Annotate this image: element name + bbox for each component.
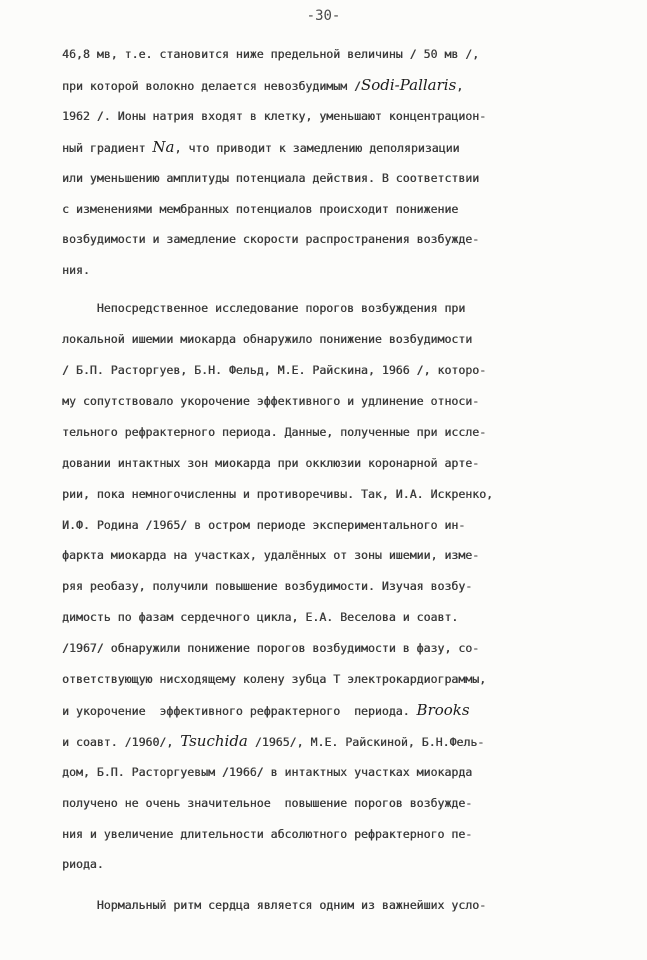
line-segment: Непосредственное исследование порогов возбуждения при: [62, 301, 466, 316]
text-line: [0, 363, 647, 377]
text-line: [0, 456, 647, 470]
line-segment: ния и увеличение длительности абсолютного рефрактерного пе-: [62, 826, 473, 841]
text-line: [0, 332, 647, 346]
line-segment: тельного рефрактерного периода. Данные, полученные при иссле-: [62, 424, 487, 439]
line-segment: Нормальный ритм сердца является одним из важнейших усло-: [62, 898, 487, 913]
text-line: [0, 672, 647, 686]
text-line: [0, 202, 647, 216]
text-line: [0, 731, 647, 750]
line-segment: димость по фазам сердечного цикла, Е.А. Веселова и соавт.: [62, 610, 459, 625]
text-line: [0, 610, 647, 624]
line-segment: и соавт. /1960/,: [62, 734, 181, 749]
page-number: -30-: [306, 8, 341, 24]
text-line: [0, 263, 647, 277]
line-segment: или уменьшению амплитуды потенциала действия. В соответствии: [62, 170, 480, 185]
line-segment: при которой волокно делается невозбудимым /: [62, 78, 361, 93]
line-segment: 46,8 мв, т.е. становится ниже предельной величины / 50 мв /,: [62, 47, 480, 61]
line-segment: фаркта миокарда на участках, удалённых от зоны ишемии, изме-: [62, 548, 480, 563]
line-segment: рии, пока немногочисленны и противоречивы. Так, И.А. Искренко,: [62, 486, 494, 501]
line-segment: и укорочение эффективного рефрактерного периода.: [62, 703, 417, 718]
text-line: [0, 232, 647, 246]
line-segment: с изменениями мембранных потенциалов происходит понижение: [62, 201, 459, 216]
line-segment: И.Ф. Родина /1965/ в остром периоде экспериментального ин-: [62, 517, 466, 532]
text-line: [0, 75, 647, 94]
text-line: [0, 857, 647, 871]
line-segment: ный градиент: [62, 140, 153, 155]
line-segment: ответствующую нисходящему колену зубца Т электрокардиограммы,: [62, 672, 487, 686]
line-segment: / Б.П. Расторгуев, Б.Н. Фельд, М.Е. Райскина, 1966 /, которо-: [62, 363, 487, 377]
line-segment: /1967/ обнаружили понижение порогов возбудимости в фазу, со-: [62, 641, 480, 656]
text-line: [0, 109, 647, 123]
text-line: [0, 301, 647, 315]
text-line: [0, 518, 647, 532]
text-line: [0, 796, 647, 810]
line-segment: му сопутствовало укорочение эффективного и удлинение относи-: [62, 393, 480, 408]
text-line: [0, 700, 647, 719]
line-segment: /1965/, М.Е. Райскиной, Б.Н.Фель-: [247, 734, 485, 749]
handwritten-insert: Brooks: [416, 700, 470, 719]
line-segment: возбудимости и замедление скорости распространения возбужде-: [62, 232, 480, 247]
text-line: [0, 579, 647, 593]
handwritten-insert: Tsuchida: [180, 731, 248, 750]
line-segment: , что приводит к замедлению деполяризации: [174, 140, 460, 155]
text-line: [0, 487, 647, 501]
line-segment: ряя реобазу, получили повышение возбудимости. Изучая возбу-: [62, 579, 473, 594]
line-segment: ния.: [62, 263, 90, 278]
line-segment: риода.: [62, 857, 104, 872]
handwritten-insert: Sodi-Pallaris: [360, 75, 457, 94]
text-line: [0, 47, 647, 61]
text-line: [0, 765, 647, 779]
line-segment: 1962 /. Ионы натрия входят в клетку, уменьшают концентрацион-: [62, 108, 487, 123]
handwritten-insert: Na: [152, 137, 175, 156]
line-segment: получено не очень значительное повышение порогов возбужде-: [62, 795, 473, 810]
line-segment: довании интактных зон миокарда при окклюзии коронарной арте-: [62, 455, 480, 470]
text-line: [0, 898, 647, 912]
line-segment: локальной ишемии миокарда обнаружило понижение возбудимости: [62, 332, 473, 347]
text-line: [0, 425, 647, 439]
text-line: [0, 137, 647, 156]
line-segment: дом, Б.П. Расторгуевым /1966/ в интактных участках миокарда: [62, 764, 473, 779]
text-line: [0, 641, 647, 655]
text-line: [0, 394, 647, 408]
text-line: [0, 171, 647, 185]
text-line: [0, 548, 647, 562]
line-segment: ,: [456, 78, 464, 93]
text-line: [0, 827, 647, 841]
